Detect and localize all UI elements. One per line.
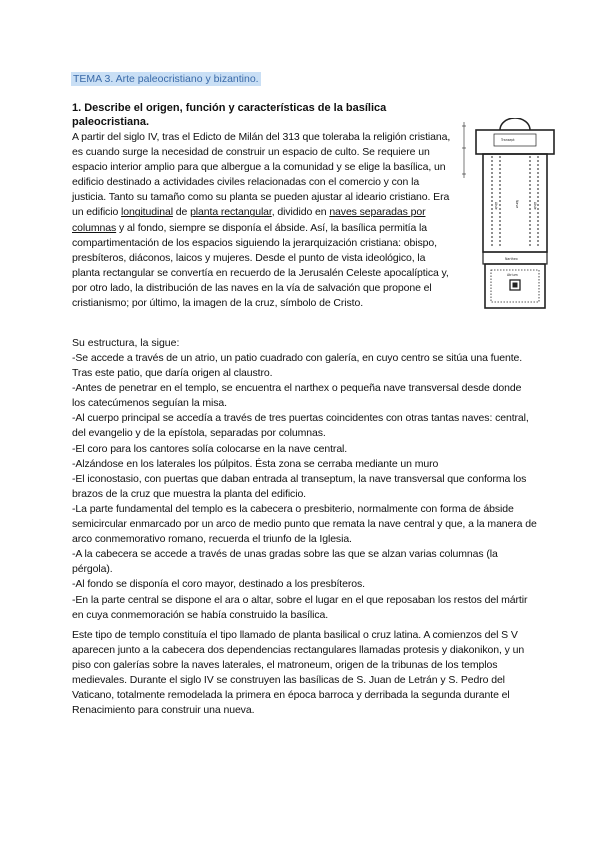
basilica-floor-plan bbox=[460, 118, 570, 318]
intro-text-2: de bbox=[172, 206, 191, 219]
list-item: -Alzándose en los laterales los púlpitos. Ésta zona se cerraba mediante un muro bbox=[72, 457, 439, 470]
structure-list bbox=[72, 351, 537, 623]
intro-text-3: , dividido en bbox=[271, 206, 330, 219]
closing-paragraph: Este tipo de templo constituía el tipo llamado de planta basilical o cruz latina. A comienzos del S V aparecen junto a la cabecera dos dependencias rectangulares llamadas protesis y diakonikon, y un piso con galerías sobre la naves laterales, el matroneum, origen de la tribunas de los templos medievales. Durante el siglo IV se construyen las basílicas de S. Juan de Letrán y S. Pedro del Vaticano, totalmente remodelada la primera en época barroca y derribada la segunda durante el Renacimiento para construir una nueva. bbox=[72, 629, 525, 717]
list-item: -A la cabecera se accede a través de unas gradas sobre las que se alzan varias columnas (la pérgola). bbox=[72, 548, 498, 576]
structure-intro: Su estructura, la sigue: bbox=[72, 337, 180, 349]
intro-text-1: A partir del siglo IV, tras el Edicto de Milán del 313 que toleraba la religión cristiana, es cuando surge la necesidad de construir un espacio de culto. Se requiere un espacio interior amplio para que albergue a la comunidad y se elige la basílica, un edificio destinado a actividades civiles relacionadas con el comercio y con la justicia. Tanto su tamaño como su planta se pueden ajustar al ideario cristiano. Era un edificio bbox=[72, 131, 451, 219]
list-item: -El coro para los cantores solía colocarse en la nave central. bbox=[72, 442, 348, 455]
document-title: TEMA 3. Arte paleocristiano y bizantino. bbox=[73, 73, 259, 85]
list-item: -En la parte central se dispone el ara o altar, sobre el lugar en el que reposaban los restos del mártir en cuya conmemoración se había construido la basílica. bbox=[72, 593, 528, 621]
svg-text:Aisle: Aisle bbox=[494, 202, 498, 210]
intro-text-4: y al fondo, siempre se disponía el ábside. Así, la basílica permitía la compartimentación de los espacios siguiendo la jerarquización cristiana: obispo, presbíteros, diáconos, laicos y mujeres. Desde el punto de vista ideológico, la planta rectangular se convertía en recuerdo de la Jerusalén Celeste apocalíptica y, por otro lado, la distribución de las naves en la vía de salvación que propone el cristianismo; por último, la imagen de la cruz, símbolo de Cristo. bbox=[72, 221, 449, 310]
term-naves-separadas: naves separadas por columnas bbox=[72, 206, 426, 234]
intro-paragraph bbox=[72, 130, 452, 311]
term-longitudinal: longitudinal bbox=[121, 206, 173, 219]
question-heading: 1. Describe el origen, función y características de la basílica paleocristiana. bbox=[72, 102, 387, 128]
list-item: -Se accede a través de un atrio, un patio cuadrado con galería, en cuyo centro se sitúa una fuente. Tras este patio, que daría origen al claustro. bbox=[72, 352, 523, 380]
svg-text:Transept: Transept bbox=[501, 138, 515, 142]
list-item: -Al cuerpo principal se accedía a través de tres puertas coincidentes con otras tantas naves: central, del evangelio y de la epístola, separadas por columnas. bbox=[72, 412, 529, 440]
list-item: -Antes de penetrar en el templo, se encuentra el narthex o pequeña nave transversal desde donde los catecúmenos seguían la misa. bbox=[72, 382, 522, 410]
list-item: -La parte fundamental del templo es la cabecera o presbiterio, normalmente con forma de ábside semicircular enmarcado por un arco de medio punto que remata la nave central y que, a la manera de arco conmemorativo romano, recuerda el triunfo de la Iglesia. bbox=[72, 502, 537, 546]
svg-text:Nave: Nave bbox=[515, 200, 519, 209]
svg-text:Atrium: Atrium bbox=[507, 273, 518, 277]
term-planta-rectangular: planta rectangular bbox=[190, 206, 272, 219]
list-item: -El iconostasio, con puertas que daban entrada al transeptum, la nave transversal que conforma los brazos de la cruz que muestra la planta del edificio. bbox=[72, 472, 527, 500]
list-item: -Al fondo se disponía el coro mayor, destinado a los presbíteros. bbox=[72, 578, 365, 591]
svg-text:Narthex: Narthex bbox=[505, 257, 518, 261]
svg-text:Aisle: Aisle bbox=[533, 202, 537, 210]
